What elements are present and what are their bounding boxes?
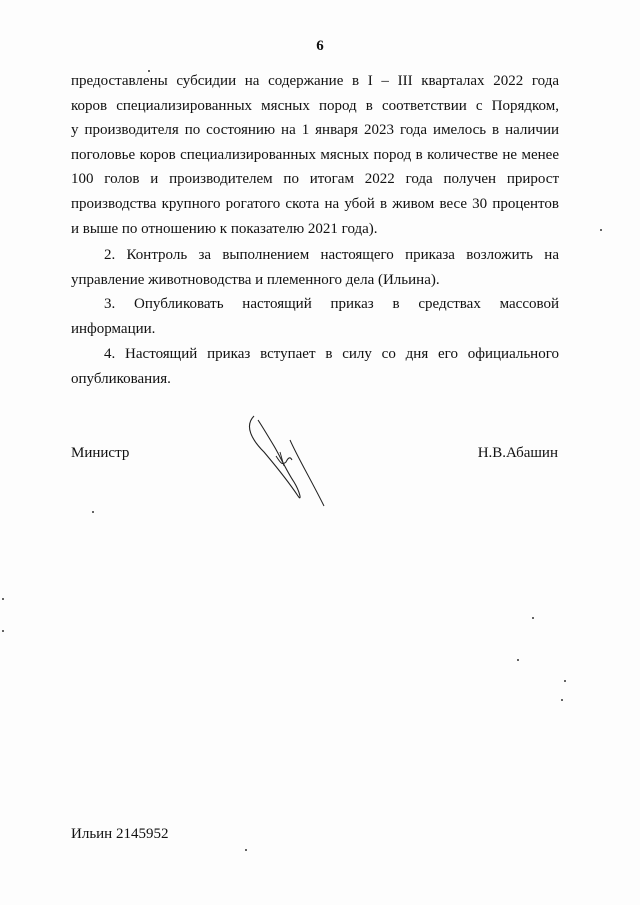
scan-speck	[600, 229, 602, 231]
scan-speck	[2, 630, 4, 632]
text-line: управление животноводства и племенного дела (Ильина).	[71, 271, 440, 288]
text-line: у производителя по состоянию на 1 января 2023 года имелось в наличии	[71, 122, 559, 139]
text-line: и выше по отношению к показателю 2021 года).	[71, 220, 378, 237]
scan-speck	[561, 699, 563, 701]
item-3	[71, 292, 559, 341]
scan-speck	[148, 70, 150, 72]
text-line: поголовье коров специализированных мясных пород в количестве не менее	[71, 146, 559, 163]
paragraph-1	[71, 69, 559, 241]
signatory-name: Н.В.Абашин	[477, 445, 558, 461]
scan-speck	[532, 617, 534, 619]
text-line: 100 голов и производителем по итогам 2022 года получен прирост	[71, 171, 559, 188]
text-line: производства крупного рогатого скота на убой в живом весе 30 процентов	[71, 195, 559, 212]
text-line: 2. Контроль за выполнением настоящего приказа возложить на	[104, 247, 559, 263]
handwritten-signature	[242, 412, 332, 510]
page-number: 6	[316, 38, 324, 54]
item-2	[71, 243, 559, 292]
scan-speck	[2, 598, 4, 600]
text-line: 4. Настоящий приказ вступает в силу со дня его официального	[104, 346, 559, 362]
footer-note: Ильин 2145952	[71, 826, 169, 842]
item-4	[71, 342, 559, 391]
text-line: 3. Опубликовать настоящий приказ в средствах массовой	[104, 296, 559, 312]
text-line: информации.	[71, 320, 156, 337]
signatory-position: Министр	[71, 445, 130, 461]
scan-speck	[564, 680, 566, 682]
text-line: предоставлены субсидии на содержание в I – III кварталах 2022 года	[71, 73, 559, 89]
scan-speck	[517, 659, 519, 661]
text-line: коров специализированных мясных пород в соответствии с Порядком,	[71, 97, 559, 114]
scan-speck	[245, 849, 247, 851]
text-line: опубликования.	[71, 370, 171, 387]
scan-speck	[92, 511, 94, 513]
